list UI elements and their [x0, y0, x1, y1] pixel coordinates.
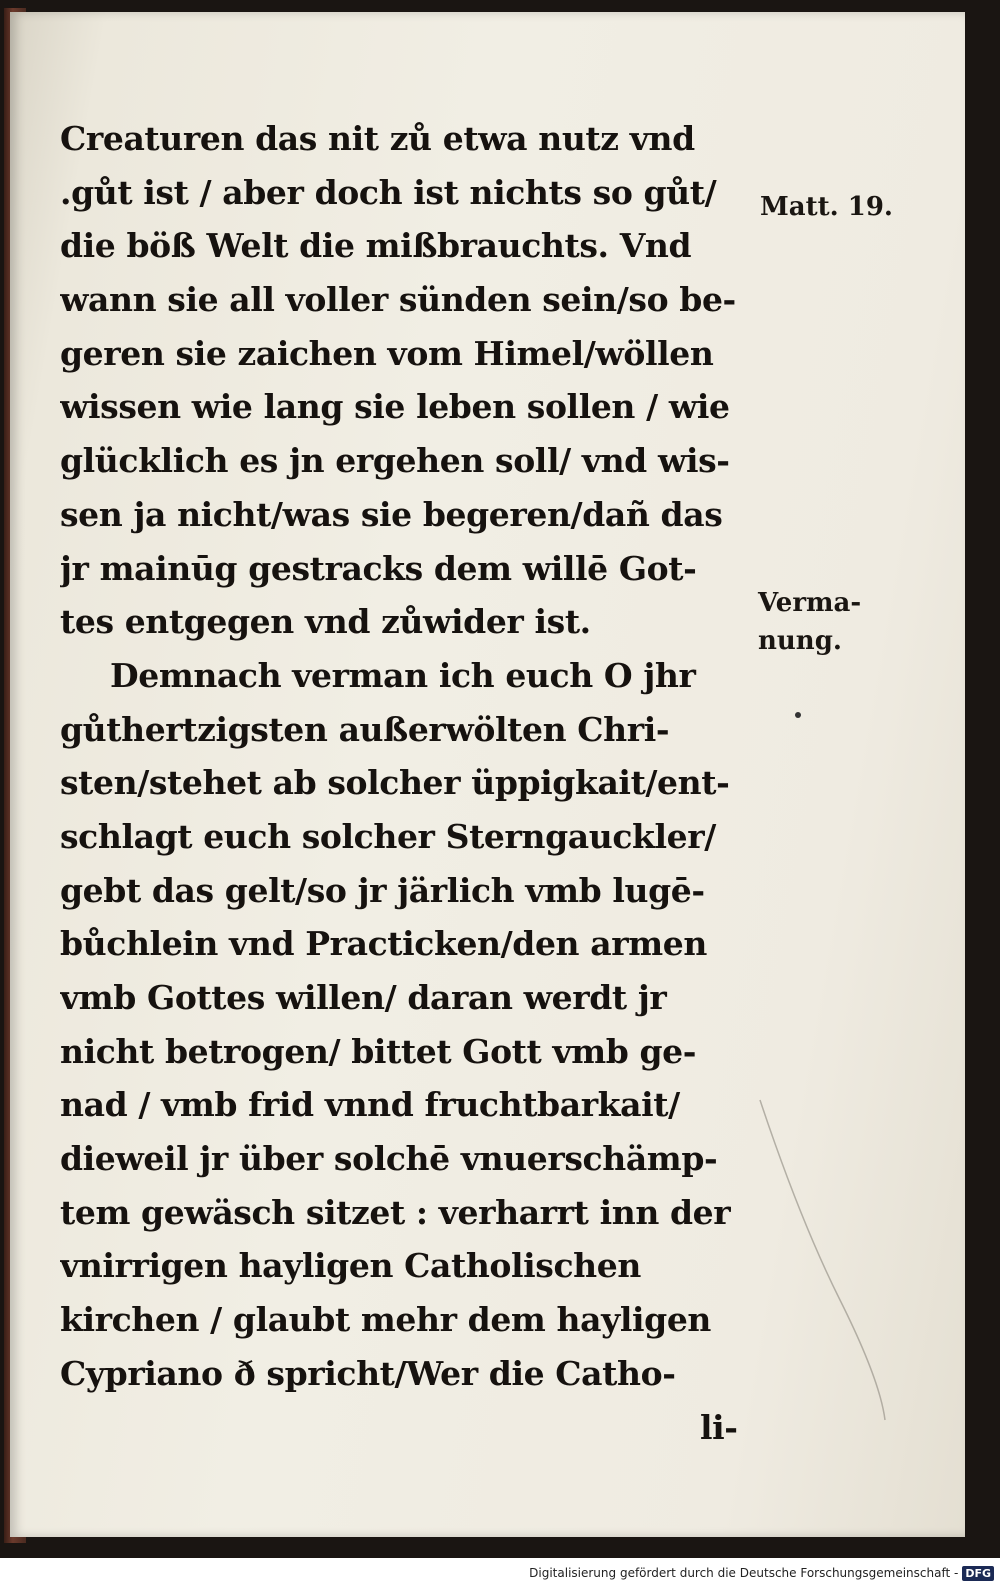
- text-line: jr mainūg gestracks dem willē Got-: [60, 548, 697, 588]
- text-line: vmb Gottes willen/ daran werdt jr: [60, 978, 667, 1017]
- margin-note-matthew: Matt. 19.: [760, 192, 893, 222]
- text-line: tem gewäsch sitzet : verharrt inn der: [60, 1192, 731, 1232]
- text-line: .gůt ist / aber doch ist nichts so gůt/: [60, 172, 717, 212]
- text-line: wissen wie lang sie leben sollen / wie: [60, 387, 730, 427]
- text-line: nad / vmb frid vnnd fruchtbarkait/: [60, 1085, 680, 1125]
- dfg-logo: DFG: [962, 1566, 994, 1581]
- text-line: gebt das gelt/so jr järlich vmb lugē-: [60, 870, 705, 910]
- margin-note-line: nung.: [758, 626, 842, 656]
- text-line: tes entgegen vnd zůwider ist.: [60, 602, 591, 642]
- text-line: gůthertzigsten außerwölten Chri-: [60, 709, 670, 749]
- footer-credit: Digitalisierung gefördert durch die Deutsche Forschungsgemeinschaft -: [529, 1566, 959, 1580]
- text-line: schlagt euch solcher Sterngauckler/: [60, 816, 716, 856]
- text-line: dieweil jr über solchē vnuerschämp-: [60, 1139, 718, 1179]
- text-line: Cypriano ð spricht/Wer die Catho-: [60, 1353, 676, 1393]
- margin-note-vermanung: [758, 584, 861, 660]
- text-line: bůchlein vnd Practicken/den armen: [60, 924, 707, 964]
- text-line: geren sie zaichen vom Himel/wöllen: [60, 333, 714, 373]
- text-line: sen ja nicht/was sie begeren/dañ das: [60, 494, 723, 534]
- text-line: sten/stehet ab solcher üppigkait/ent-: [60, 763, 730, 803]
- digitization-footer: [529, 1564, 994, 1582]
- catchword: li-: [700, 1407, 738, 1447]
- margin-note-line: Verma-: [758, 588, 862, 618]
- text-line: die böß Welt die mißbrauchts. Vnd: [60, 226, 692, 266]
- text-line: wann sie all voller sünden sein/so be-: [60, 280, 736, 320]
- text-line: kirchen / glaubt mehr dem hayligen: [60, 1300, 712, 1340]
- text-line: Creaturen das nit zů etwa nutz vnd: [60, 119, 695, 158]
- text-line: glücklich es jn ergehen soll/ vnd wis-: [60, 441, 730, 481]
- text-line: vnirrigen hayligen Catholischen: [60, 1246, 641, 1286]
- paragraph-start-line: Demnach verman ich euch O jhr: [110, 655, 696, 695]
- main-text-block: [60, 112, 765, 1454]
- ink-mark: [795, 712, 801, 718]
- text-line: nicht betrogen/ bittet Gott vmb ge-: [60, 1031, 697, 1071]
